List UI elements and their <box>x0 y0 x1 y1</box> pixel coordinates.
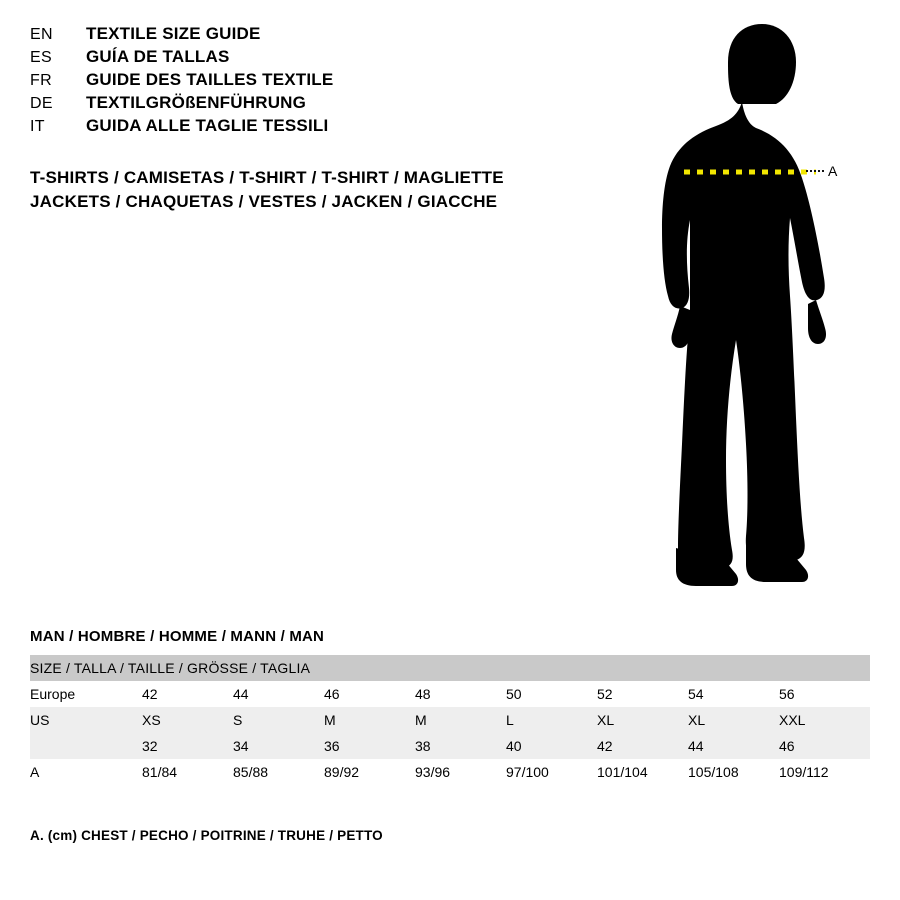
man-silhouette-figure <box>620 14 890 604</box>
language-row <box>30 70 590 93</box>
table-cell: L <box>506 712 514 728</box>
language-row <box>30 116 590 139</box>
table-cell: 93/96 <box>415 764 451 780</box>
table-cell: 48 <box>415 686 431 702</box>
table-cell: XS <box>142 712 161 728</box>
language-code: DE <box>30 95 53 112</box>
table-cell: 85/88 <box>233 764 269 780</box>
table-cell: 56 <box>779 686 795 702</box>
table-cell: 38 <box>415 738 431 754</box>
table-cell: 36 <box>324 738 340 754</box>
table-cell: 52 <box>597 686 613 702</box>
table-cell: 89/92 <box>324 764 360 780</box>
table-cell: 42 <box>142 686 158 702</box>
table-cell: M <box>324 712 336 728</box>
row-label: Europe <box>30 686 76 702</box>
language-title: GUIDE DES TAILLES TEXTILE <box>86 70 334 89</box>
table-cell: 46 <box>779 738 795 754</box>
table-cell: 44 <box>688 738 704 754</box>
table-cell: 105/108 <box>688 764 739 780</box>
table-row <box>30 759 870 785</box>
table-row <box>30 707 870 733</box>
language-title: TEXTILE SIZE GUIDE <box>86 24 261 43</box>
table-cell: 97/100 <box>506 764 549 780</box>
silhouette-svg <box>620 14 890 604</box>
language-code: ES <box>30 49 52 66</box>
language-code: EN <box>30 26 53 43</box>
row-label: A <box>30 764 40 780</box>
measure-label-a: A <box>828 163 838 179</box>
language-code: FR <box>30 72 52 89</box>
language-title: GUÍA DE TALLAS <box>86 47 230 66</box>
measure-leader-line <box>806 170 824 172</box>
table-cell: M <box>415 712 427 728</box>
language-code: IT <box>30 118 45 135</box>
garment-category-block <box>30 166 630 214</box>
table-cell: S <box>233 712 243 728</box>
table-cell: XL <box>688 712 706 728</box>
table-cell: 44 <box>233 686 249 702</box>
garment-line-jackets: JACKETS / CHAQUETAS / VESTES / JACKEN / GIACCHE <box>30 192 498 211</box>
row-label <box>30 733 142 759</box>
language-row <box>30 47 590 70</box>
table-header-label: SIZE / TALLA / TAILLE / GRÖSSE / TAGLIA <box>30 660 311 676</box>
language-title: GUIDA ALLE TAGLIE TESSILI <box>86 116 329 135</box>
table-cell: 50 <box>506 686 522 702</box>
row-label: US <box>30 712 50 728</box>
table-header-row <box>30 655 870 681</box>
table-cell: 81/84 <box>142 764 178 780</box>
table-row <box>30 733 870 759</box>
table-cell: 54 <box>688 686 704 702</box>
table-cell: 46 <box>324 686 340 702</box>
table-cell: XL <box>597 712 615 728</box>
table-cell: 109/112 <box>779 764 829 780</box>
language-header-block <box>30 24 590 139</box>
table-footnote: A. (cm) CHEST / PECHO / POITRINE / TRUHE / PETTO <box>30 828 383 843</box>
language-title: TEXTILGRÖßENFÜHRUNG <box>86 93 307 112</box>
size-table <box>30 655 870 785</box>
language-row <box>30 93 590 116</box>
section-title-man: MAN / HOMBRE / HOMME / MANN / MAN <box>30 628 325 645</box>
table-cell: 42 <box>597 738 613 754</box>
table-cell: XXL <box>779 712 806 728</box>
garment-line-tshirts: T-SHIRTS / CAMISETAS / T-SHIRT / T-SHIRT / MAGLIETTE <box>30 168 504 187</box>
table-cell: 40 <box>506 738 522 754</box>
language-row <box>30 24 590 47</box>
table-cell: 32 <box>142 738 158 754</box>
table-cell: 101/104 <box>597 764 648 780</box>
table-row <box>30 681 870 707</box>
table-cell: 34 <box>233 738 249 754</box>
